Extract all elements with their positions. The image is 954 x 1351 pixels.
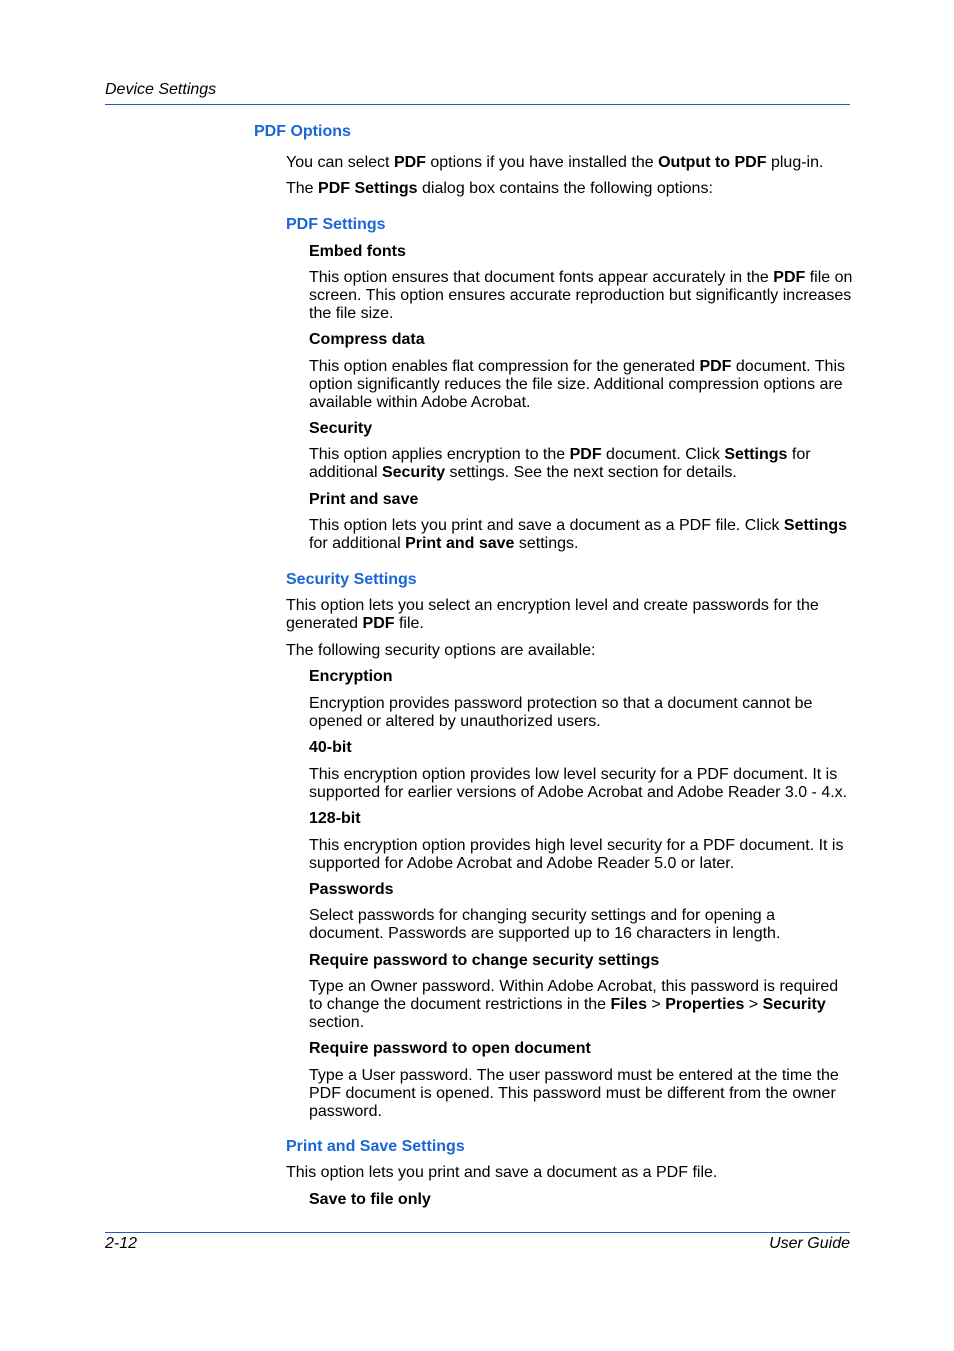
label-save-to-file-only: Save to file only: [309, 1191, 431, 1208]
print-save-intro: This option lets you print and save a document as a PDF file.: [286, 1164, 718, 1181]
text-require-open-password: Type a User password. The user password must be entered at the time the PDF document is opened. This password must be different from the owner password.: [309, 1067, 839, 1120]
pdf-options-intro-2: The PDF Settings dialog box contains the following options:: [286, 180, 713, 197]
label-require-change-password: Require password to change security settings: [309, 952, 660, 969]
label-print-and-save: Print and save: [309, 491, 419, 508]
label-require-open-password: Require password to open document: [309, 1040, 591, 1057]
label-encryption: Encryption: [309, 668, 393, 685]
running-header: Device Settings: [105, 81, 217, 98]
text-require-change-password: Type an Owner password. Within Adobe Acrobat, this password is required to change the document restrictions in the Files > Properties > Security section.: [309, 978, 839, 1031]
footer-title: User Guide: [769, 1235, 850, 1252]
heading-pdf-settings: PDF Settings: [286, 216, 386, 233]
label-compress-data: Compress data: [309, 331, 425, 348]
label-embed-fonts: Embed fonts: [309, 243, 406, 260]
label-security: Security: [309, 420, 373, 437]
text-128-bit: This encryption option provides high level security for a PDF document. It is supported for Adobe Acrobat and Adobe Reader 5.0 or later.: [309, 837, 844, 872]
heading-security-settings: Security Settings: [286, 571, 417, 588]
security-settings-intro-1: This option lets you select an encryption level and create passwords for the generated PDF file.: [286, 597, 819, 632]
text-passwords: Select passwords for changing security settings and for opening a document. Passwords are supported up to 16 characters in length.: [309, 907, 781, 942]
security-settings-intro-2: The following security options are available:: [286, 642, 596, 659]
text-compress-data: This option enables flat compression for the generated PDF document. This option significantly reduces the file size. Additional compression options are available within Adobe Acrobat.: [309, 358, 845, 411]
label-passwords: Passwords: [309, 881, 394, 898]
text-security: This option applies encryption to the PDF document. Click Settings for additional Security settings. See the next section for details.: [309, 446, 811, 481]
heading-pdf-options: PDF Options: [254, 123, 351, 140]
label-40-bit: 40-bit: [309, 739, 352, 756]
text-encryption: Encryption provides password protection so that a document cannot be opened or altered by unauthorized users.: [309, 695, 813, 730]
page-number: 2-12: [105, 1235, 138, 1252]
pdf-options-intro-1: You can select PDF options if you have installed the Output to PDF plug-in.: [286, 154, 824, 171]
footer-rule: [105, 1232, 850, 1233]
header-rule: [105, 104, 850, 105]
label-128-bit: 128-bit: [309, 810, 361, 827]
text-embed-fonts: This option ensures that document fonts appear accurately in the PDF file on screen. This option ensures accurate reproduction but significantly increases the file size.: [309, 269, 853, 322]
heading-print-save-settings: Print and Save Settings: [286, 1138, 465, 1155]
text-print-and-save: This option lets you print and save a document as a PDF file. Click Settings for additional Print and save settings.: [309, 517, 848, 552]
text-40-bit: This encryption option provides low level security for a PDF document. It is supported for earlier versions of Adobe Acrobat and Adobe Reader 3.0 - 4.x.: [309, 766, 848, 801]
